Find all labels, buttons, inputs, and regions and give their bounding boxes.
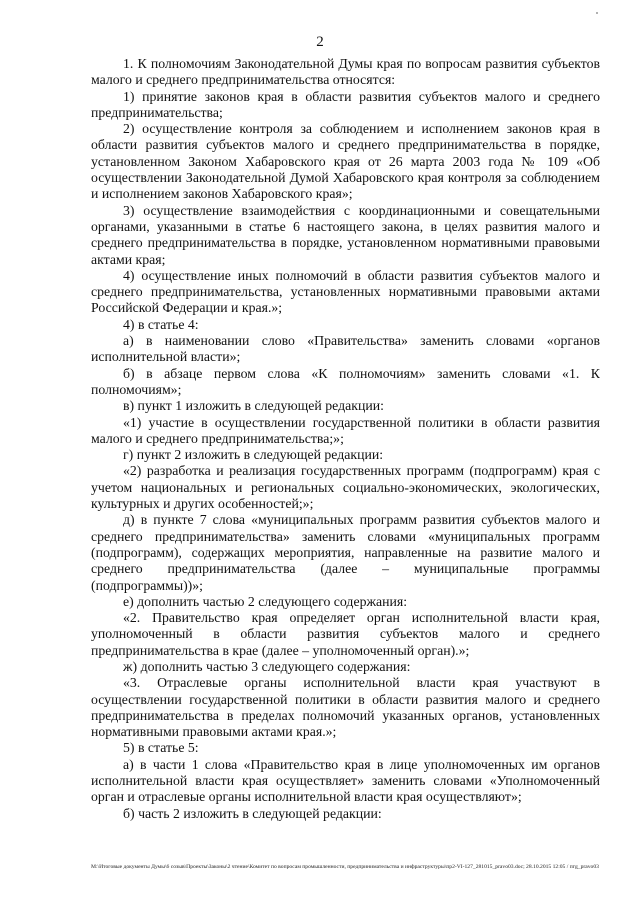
paragraph: е) дополнить частью 2 следующего содержания: — [123, 593, 408, 609]
paragraph: 2) осуществление контроля за соблюдением и исполнением законов края в области развития субъектов малого и среднего предпринимательства в порядке, установленном Законом Хабаровского края от 26 марта 2003 года № 109 «Об осуществлении Законодательной Думой Хабаровского края контроля за соблюдением и исполнением законов Хабаровского края»; — [91, 121, 600, 202]
paragraph: б) часть 2 изложить в следующей редакции: — [123, 805, 382, 821]
document-body — [91, 56, 600, 822]
paragraph: «2. Правительство края определяет орган исполнительной власти края, уполномоченный в области развития субъектов малого и среднего предпринимательства в крае (далее – уполномоченный орган).»; — [91, 610, 600, 658]
scan-speck — [596, 12, 598, 14]
paragraph: а) в части 1 слова «Правительство края в лице уполномоченных им органов исполнительной власти края осуществляет» заменить словами «Уполномоченный орган и отраслевые органы исполнительной власти края осуществляют»; — [91, 756, 600, 805]
paragraph: ж) дополнить частью 3 следующего содержания: — [123, 658, 411, 674]
paragraph: 1. К полномочиям Законодательной Думы края по вопросам развития субъектов малого и среднего предпринимательства относятся: — [91, 56, 600, 88]
paragraph: 1) принятие законов края в области развития субъектов малого и среднего предпринимательства; — [91, 88, 600, 120]
paragraph: в) пункт 1 изложить в следующей редакции: — [123, 398, 384, 414]
paragraph: «1) участие в осуществлении государственной политики в области развития малого и среднего предпринимательства;»; — [91, 414, 600, 446]
paragraph: б) в абзаце первом слова «К полномочиям» заменить словами «1. К полномочиям»; — [91, 365, 600, 397]
page-number: 2 — [316, 34, 324, 50]
paragraph: 3) осуществление взаимодействия с координационными и совещательными органами, указанными в статье 6 настоящего закона, в целях развития малого и среднего предпринимательства в порядке, установленном нормативными правовыми актами края; — [91, 202, 600, 267]
paragraph: а) в наименовании слово «Правительства» заменить словами «органов исполнительной власти»; — [91, 333, 600, 365]
paragraph: «2) разработка и реализация государственных программ (подпрограмм) края с учетом национальных и региональных социально-экономических, экологических, культурных и других особенностей;»; — [91, 463, 600, 512]
paragraph: 4) в статье 4: — [123, 316, 199, 332]
paragraph: д) в пункте 7 слова «муниципальных программ развития субъектов малого и среднего предпринимательства» заменить словами «муниципальных программ (подпрограмм), содержащих мероприятия, направленные на развитие малого и среднего предпринимательства (далее – муниципальные программы (подпрограммы))»; — [91, 512, 600, 593]
paragraph: «3. Отраслевые органы исполнительной власти края участвуют в осуществлении государственной политики в области развития малого и среднего предпринимательства в пределах полномочий указанных органов, установленных нормативными правовыми актами края.»; — [91, 675, 600, 740]
paragraph: 5) в статье 5: — [123, 740, 199, 756]
file-path-footer: M:\Итоговые документы Думы\6 созыв\Проекты\Законы\2 чтение\Комитет по вопросам промышленности, предпринимательства и инфраструктуры\пр2-VI-127_281015_pravo03.doc; 28.10.2015 12:05 / пгg_pravo03 — [91, 864, 599, 870]
paragraph: г) пункт 2 изложить в следующей редакции: — [123, 447, 384, 463]
paragraph: 4) осуществление иных полномочий в области развития субъектов малого и среднего предпринимательства, установленных нормативными правовыми актами Российской Федерации и края.»; — [91, 267, 600, 316]
